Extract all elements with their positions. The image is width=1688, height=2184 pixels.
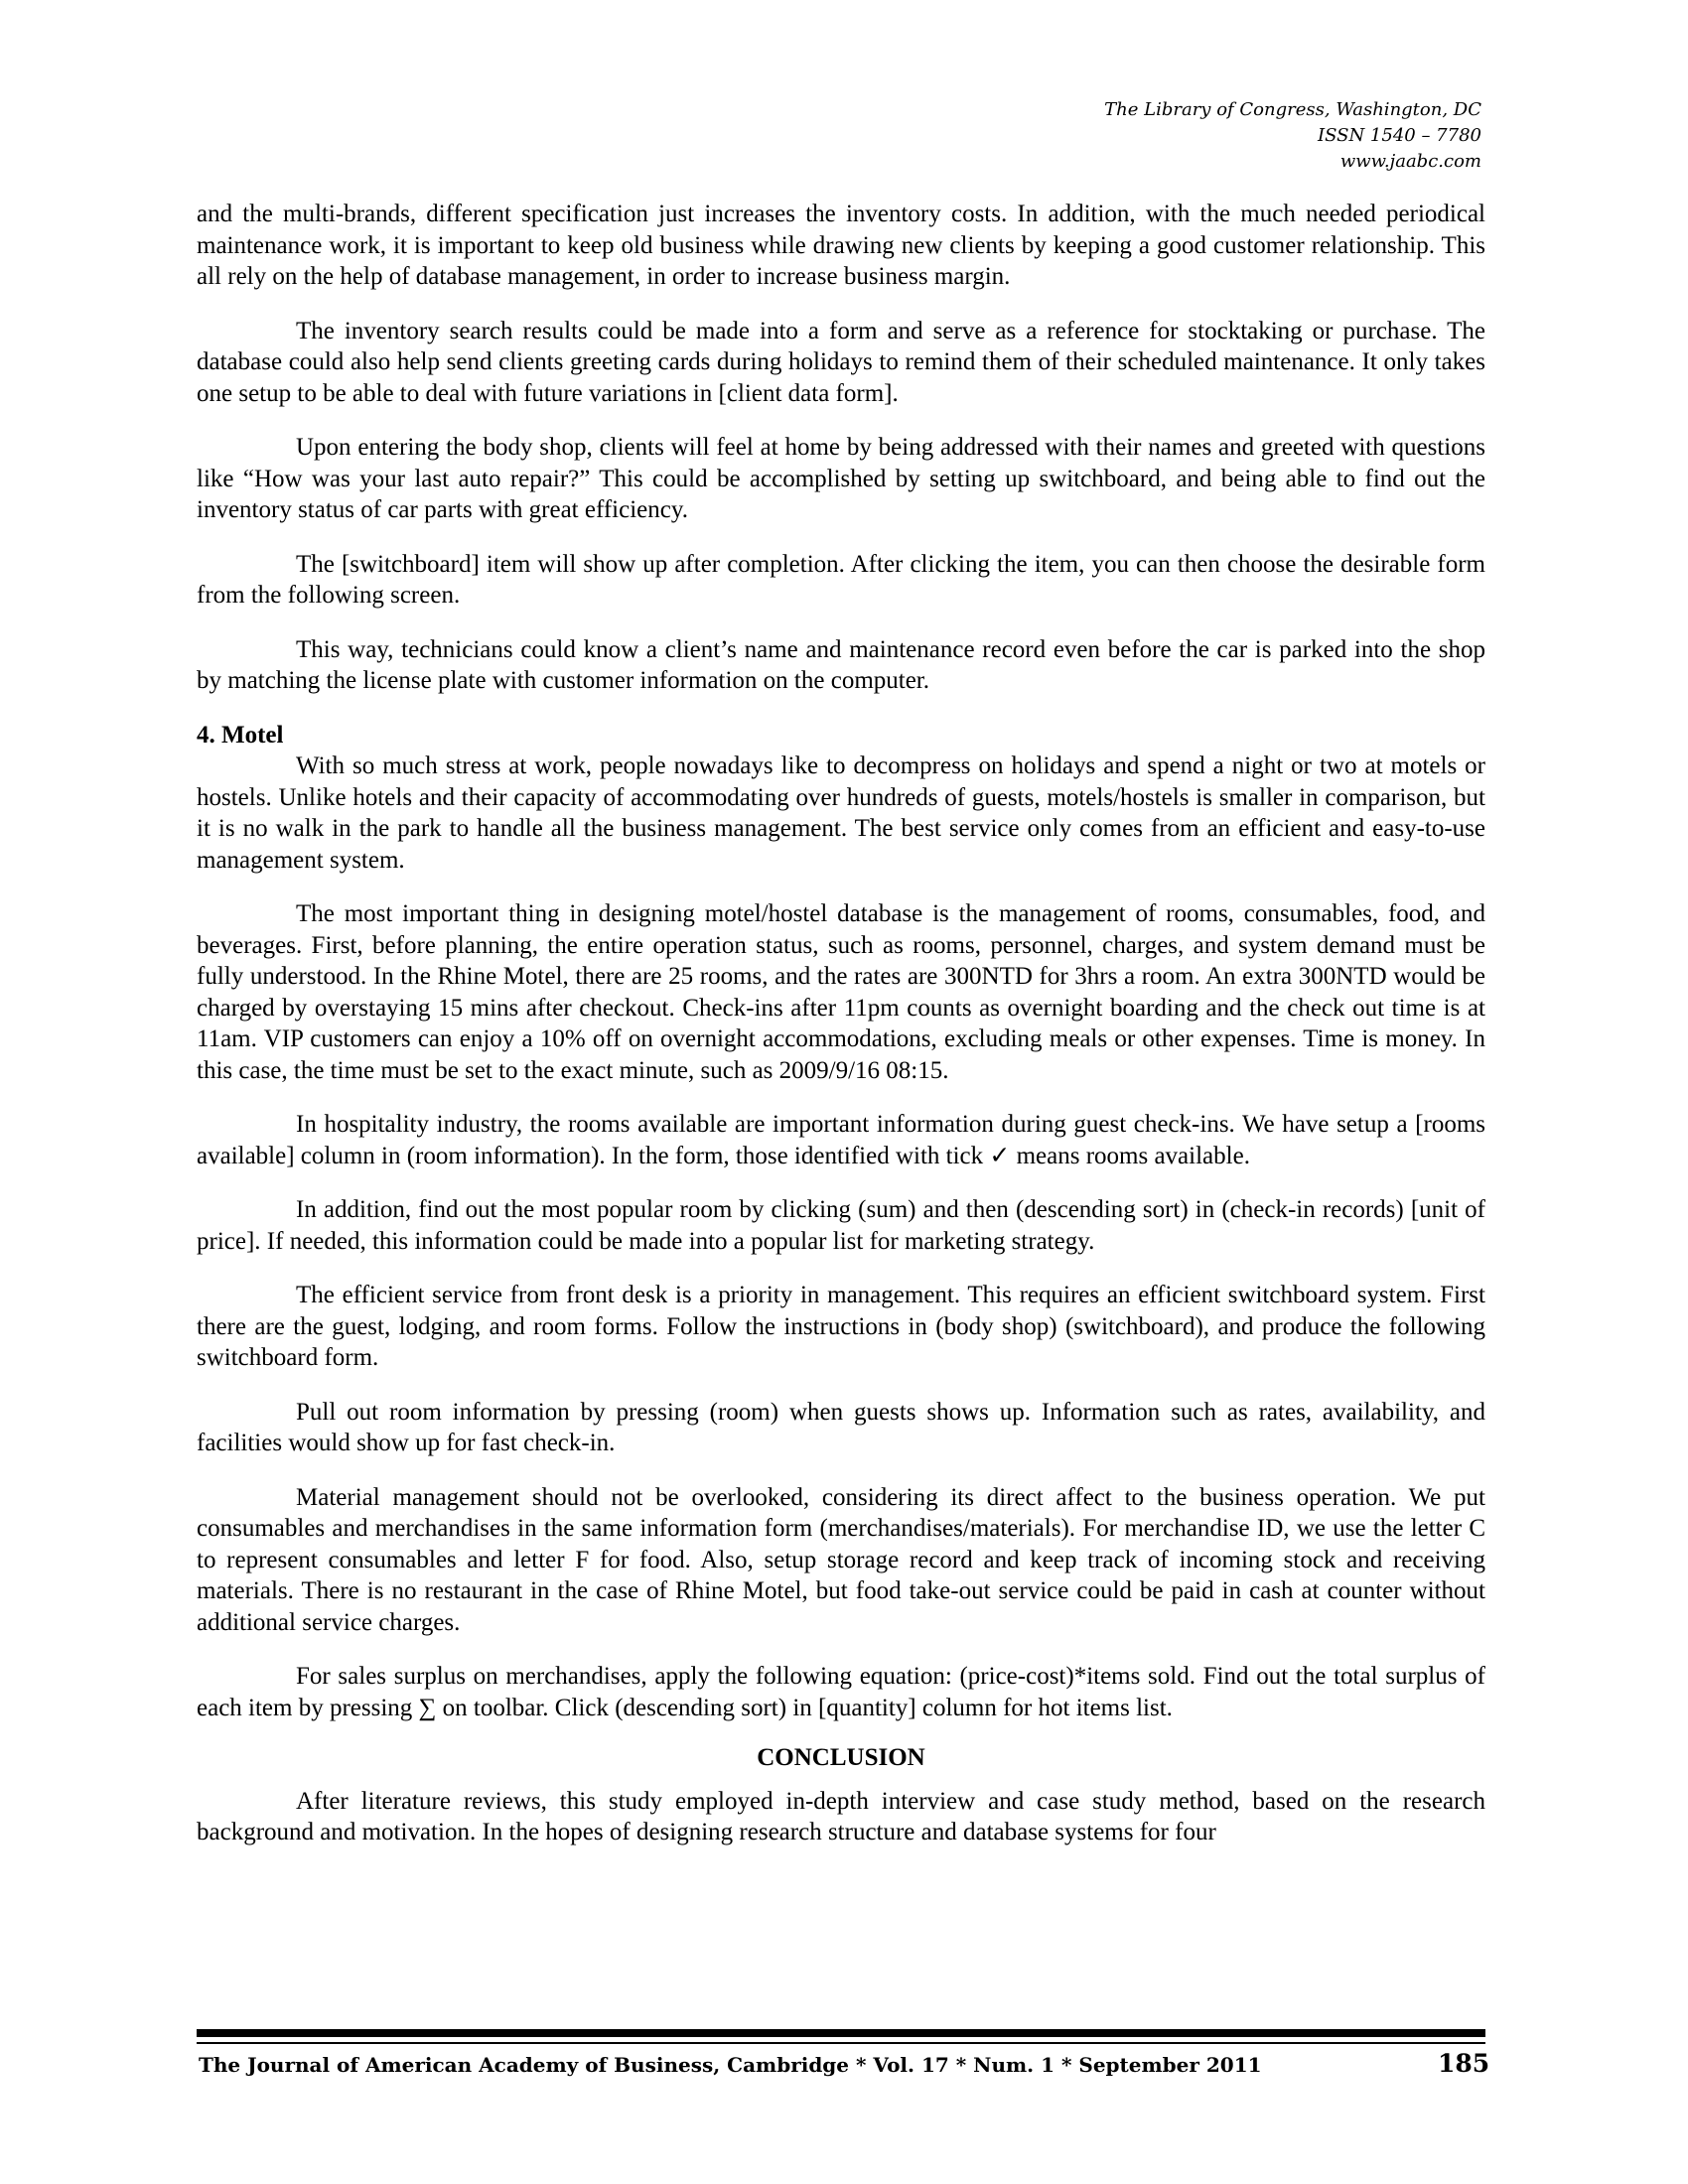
paragraph: Pull out room information by pressing (room) when guests shows up. Information such as rates, availability, and facilities would show up for fast check-in.	[197, 1398, 1485, 1456]
paragraph: With so much stress at work, people nowadays like to decompress on holidays and spend a night or two at motels or hostels. Unlike hotels and their capacity of accommodating over hundreds of guests, motels/hostels is smaller in comparison, but it is no walk in the park to handle all the business management. The best service only comes from an efficient and easy-to-use management system.	[197, 752, 1485, 874]
paragraph: Upon entering the body shop, clients will feel at home by being addressed with their names and greeted with questions like “How was your last auto repair?” This could be accomplished by setting up switchboard, and being able to find out the inventory status of car parts with great efficiency.	[197, 434, 1485, 523]
paragraph: This way, technicians could know a client’s name and maintenance record even before the car is parked into the shop by matching the license plate with customer information on the computer.	[197, 635, 1485, 694]
paragraph: Material management should not be overlooked, considering its direct affect to the business operation. We put consumables and merchandises in the same information form (merchandises/materials). For merchandise ID, we use the letter C to represent consumables and letter F for food. Also, setup storage record and keep track of incoming stock and receiving materials. There is no restaurant in the case of Rhine Motel, but food take-out service could be paid in cash at counter without additional service charges.	[197, 1483, 1485, 1636]
masthead-library: The Library of Congress, Washington, DC	[1104, 99, 1481, 120]
article-body	[197, 199, 1485, 1871]
page-number: 185	[1438, 2049, 1490, 2078]
footer-rule-thick	[197, 2029, 1485, 2037]
paragraph: For sales surplus on merchandises, apply the following equation: (price-cost)*items sold. Find out the total surplus of each item by pressing ∑ on toolbar. Click (descending sort) in [quantity] column for hot items list.	[197, 1663, 1485, 1721]
paragraph: and the multi-brands, different specification just increases the inventory costs. In addition, with the much needed periodical maintenance work, it is important to keep old business while drawing new clients by keeping a good customer relationship. This all rely on the help of database management, in order to increase business margin.	[197, 201, 1485, 290]
masthead	[1104, 97, 1481, 175]
masthead-issn: ISSN 1540 – 7780	[1318, 125, 1481, 146]
footer-journal-citation: The Journal of American Academy of Business, Cambridge * Vol. 17 * Num. 1 * September 2011	[199, 2053, 1262, 2077]
paragraph: In hospitality industry, the rooms available are important information during guest check-ins. We have setup a [rooms available] column in (room information). In the form, those identified with tick ✓ means rooms available.	[197, 1111, 1485, 1169]
paragraph: The [switchboard] item will show up after completion. After clicking the item, you can then choose the desirable form from the following screen.	[197, 550, 1485, 609]
paragraph: The efficient service from front desk is a priority in management. This requires an efficient switchboard system. First there are the guest, lodging, and room forms. Follow the instructions in (body shop) (switchboard), and produce the following switchboard form.	[197, 1282, 1485, 1371]
footer-rule-thin	[197, 2042, 1485, 2044]
paragraph: The inventory search results could be made into a form and serve as a reference for stocktaking or purchase. The database could also help send clients greeting cards during holidays to remind them of their scheduled maintenance. It only takes one setup to be able to deal with future variations in [client data form].	[197, 317, 1485, 407]
paragraph: In addition, find out the most popular room by clicking (sum) and then (descending sort) in (check-in records) [unit of price]. If needed, this information could be made into a popular list for marketing strategy.	[197, 1196, 1485, 1255]
paragraph: The most important thing in designing motel/hostel database is the management of rooms, consumables, food, and beverages. First, before planning, the entire operation status, such as rooms, personnel, charges, and system demand must be fully understood. In the Rhine Motel, there are 25 rooms, and the rates are 300NTD for 3hrs a room. An extra 300NTD would be charged by overstaying 15 mins after checkout. Check-ins after 11pm counts as overnight boarding and the check out time is at 11am. VIP customers can enjoy a 10% off on overnight accommodations, excluding meals or other expenses. Time is money. In this case, the time must be set to the exact minute, such as 2009/9/16 08:15.	[197, 900, 1485, 1084]
section-heading-motel: 4. Motel	[197, 721, 284, 749]
masthead-website: www.jaabc.com	[1339, 151, 1481, 172]
section-heading-conclusion: CONCLUSION	[757, 1744, 925, 1771]
paragraph: After literature reviews, this study employed in-depth interview and case study method, based on the research background and motivation. In the hopes of designing research structure and database systems for four	[197, 1787, 1485, 1845]
